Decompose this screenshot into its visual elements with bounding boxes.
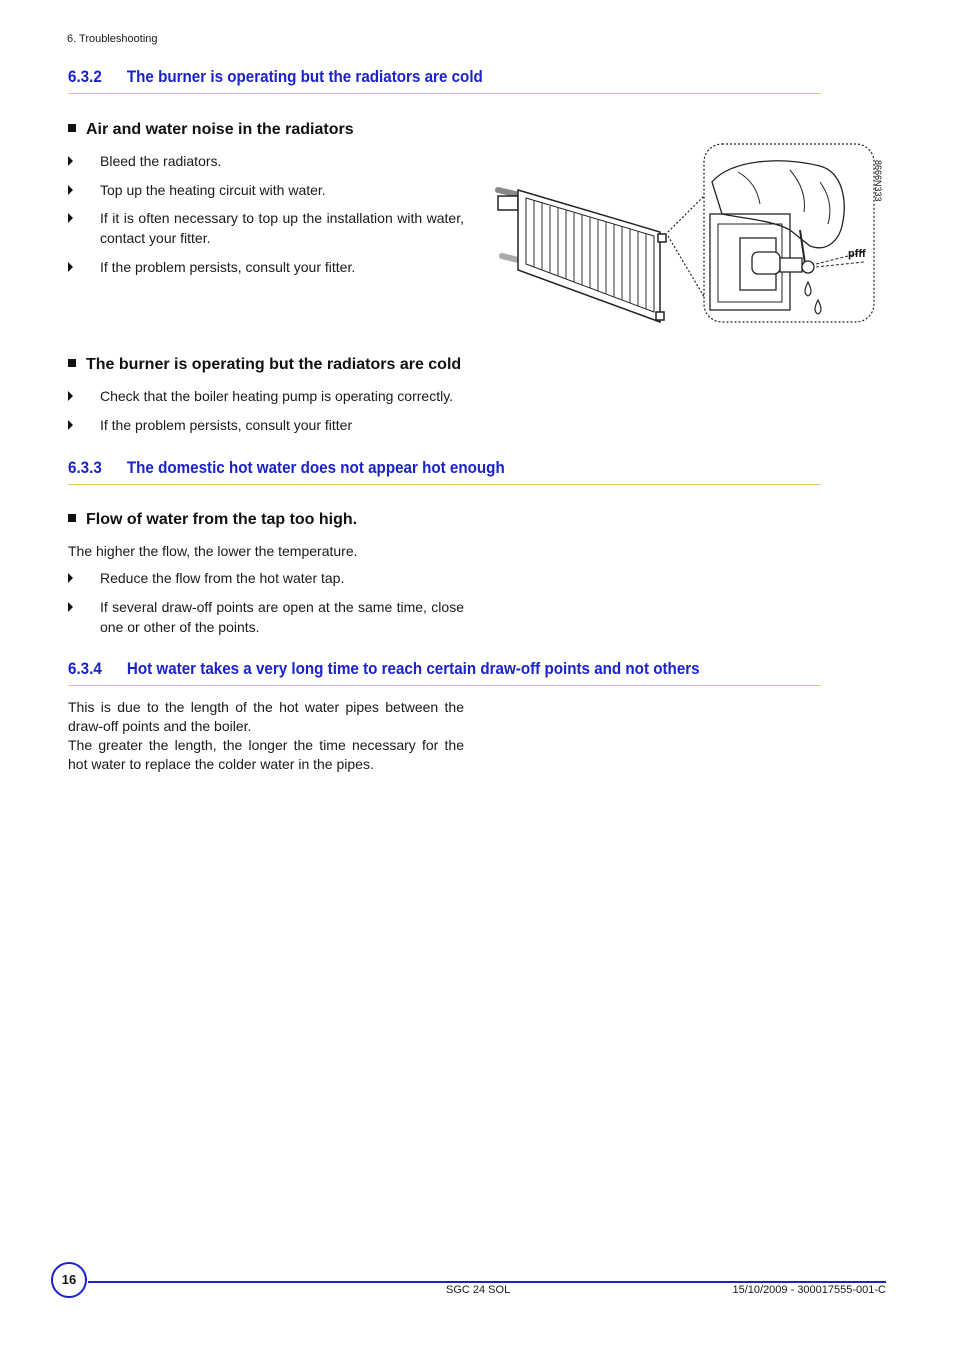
- flow-intro: The higher the flow, the lower the temperature.: [68, 543, 358, 559]
- square-bullet-icon: [68, 124, 76, 132]
- triangle-bullet-icon: [68, 156, 73, 166]
- triangle-bullet-icon: [68, 391, 73, 401]
- square-bullet-icon: [68, 514, 76, 522]
- section-number: 6.3.2: [68, 68, 102, 86]
- footer-reference: 15/10/2009 - 300017555-001-C: [732, 1284, 886, 1296]
- square-bullet-icon: [68, 359, 76, 367]
- radiator-bleeding-illustration: [490, 140, 890, 335]
- subheading-burner-cold: The burner is operating but the radiators are cold: [68, 356, 461, 374]
- triangle-bullet-icon: [68, 185, 73, 195]
- footer-model: SGC 24 SOL: [446, 1284, 511, 1296]
- section-number: 6.3.4: [68, 660, 102, 678]
- list-item: Top up the heating circuit with water.: [68, 181, 464, 201]
- subheading-flow: Flow of water from the tap too high.: [68, 511, 357, 529]
- triangle-bullet-icon: [68, 262, 73, 272]
- list-item: Reduce the flow from the hot water tap.: [68, 569, 464, 589]
- list-item: If the problem persists, consult your fitter: [68, 416, 464, 436]
- sound-label: pfff: [848, 248, 866, 260]
- list-item: Check that the boiler heating pump is operating correctly.: [68, 387, 464, 407]
- hotwater-paragraph-1: This is due to the length of the hot water pipes between the draw-off points and the boiler.: [68, 699, 464, 734]
- section-title: The burner is operating but the radiators are cold: [126, 68, 483, 86]
- list-item: If the problem persists, consult your fitter.: [68, 258, 464, 278]
- section-number: 6.3.3: [68, 459, 102, 477]
- subheading-air-noise: Air and water noise in the radiators: [68, 121, 354, 139]
- triangle-bullet-icon: [68, 213, 73, 223]
- section-heading-6-3-2: [68, 68, 821, 94]
- triangle-bullet-icon: [68, 602, 73, 612]
- section-heading-6-3-4: [68, 660, 821, 686]
- list-item: If several draw-off points are open at the same time, close one or other of the points.: [68, 598, 464, 637]
- page-number: 16: [51, 1262, 87, 1298]
- section-title: The domestic hot water does not appear hot enough: [126, 459, 505, 477]
- breadcrumb: 6. Troubleshooting: [67, 33, 158, 45]
- list-item: Bleed the radiators.: [68, 152, 464, 172]
- footer-rule: [88, 1281, 886, 1283]
- figure-code: 8666N333: [873, 160, 883, 202]
- hotwater-paragraph-2: The greater the length, the longer the time necessary for the hot water to replace the colder water in the pipes.: [68, 737, 464, 772]
- triangle-bullet-icon: [68, 573, 73, 583]
- triangle-bullet-icon: [68, 420, 73, 430]
- section-heading-6-3-3: [68, 459, 821, 485]
- list-item: If it is often necessary to top up the installation with water, contact your fitter.: [68, 209, 464, 248]
- section-title: Hot water takes a very long time to reach certain draw-off points and not others: [126, 660, 700, 678]
